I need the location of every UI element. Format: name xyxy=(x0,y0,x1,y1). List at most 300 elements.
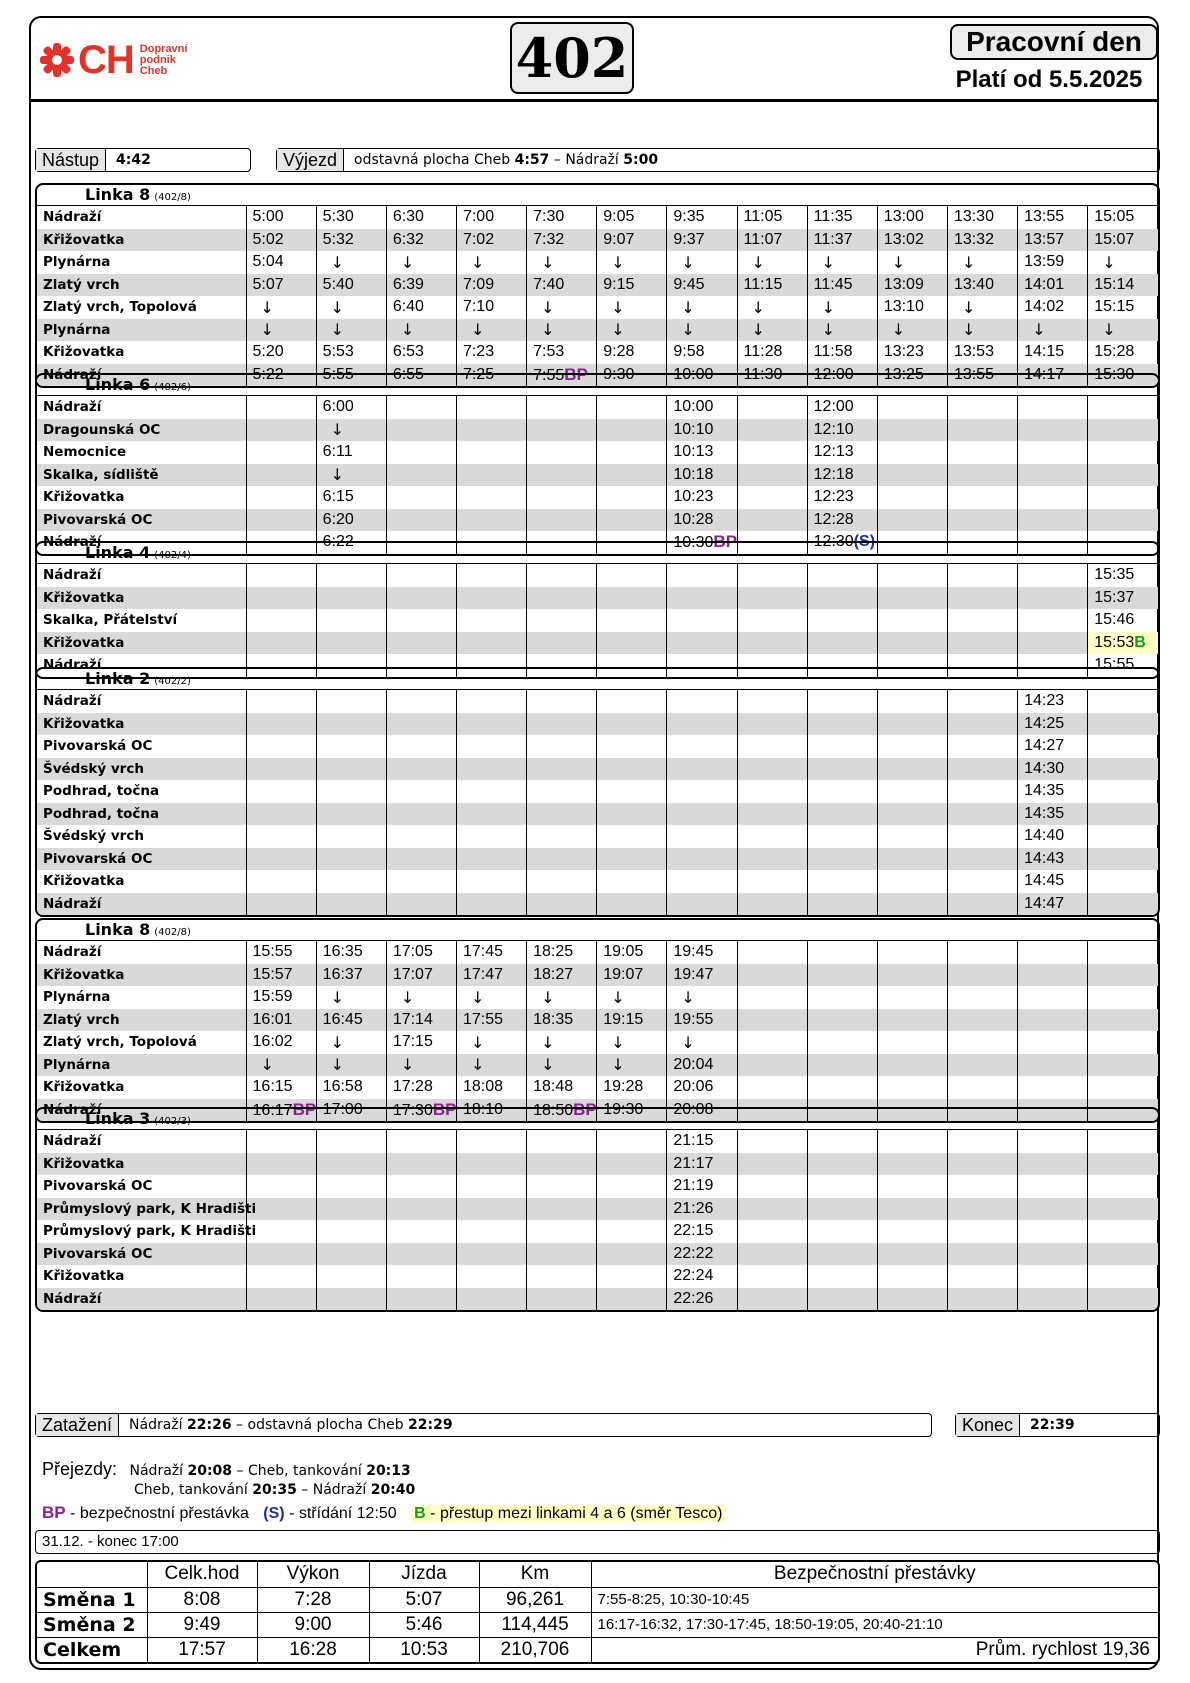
time-cell: ↓ xyxy=(527,251,597,274)
marker-bp: BP xyxy=(564,364,588,384)
time-cell: ↓ xyxy=(667,296,737,319)
time-cell xyxy=(947,986,1017,1009)
time-cell xyxy=(597,713,667,736)
table-row xyxy=(37,941,1158,964)
time-cell xyxy=(947,609,1017,632)
time-cell xyxy=(597,780,667,803)
time-cell xyxy=(877,780,947,803)
time-cell xyxy=(456,825,526,848)
time-cell: 21:17 xyxy=(667,1153,737,1176)
time-cell: 11:15 xyxy=(737,274,807,297)
time-cell xyxy=(737,870,807,893)
table-row xyxy=(37,1054,1158,1077)
marker-bp: BP xyxy=(432,1099,457,1119)
time-cell xyxy=(316,803,386,826)
time-cell: 17:45 xyxy=(456,941,526,964)
time-cell xyxy=(877,396,947,419)
time-cell: 13:09 xyxy=(877,274,947,297)
time-cell: ↓ xyxy=(456,319,526,342)
time-cell xyxy=(527,1198,597,1221)
time-cell: ↓ xyxy=(947,296,1017,319)
time-cell: ↓ xyxy=(456,251,526,274)
summary-row: Celkem 17:57 16:28 10:53 210,706 Prům. rychlost 19,36 xyxy=(37,1637,1158,1662)
time-cell xyxy=(597,1243,667,1266)
time-cell xyxy=(1088,509,1158,532)
time-cell xyxy=(1088,870,1158,893)
time-cell: 18:48 xyxy=(527,1076,597,1099)
time-cell: 14:30 xyxy=(1018,758,1088,781)
time-cell xyxy=(877,825,947,848)
zatazeni-route: Nádraží 22:26 – odstavná plocha Cheb 22:29 xyxy=(129,1417,453,1433)
time-cell xyxy=(456,803,526,826)
time-cell xyxy=(947,1243,1017,1266)
time-cell xyxy=(947,1153,1017,1176)
time-cell: ↓ xyxy=(877,319,947,342)
time-cell: 14:40 xyxy=(1018,825,1088,848)
time-cell: 15:05 xyxy=(1088,206,1158,229)
time-cell xyxy=(386,1175,456,1198)
block-title: Linka 4 (402/4) xyxy=(37,543,1158,564)
time-cell xyxy=(667,713,737,736)
note: 31.12. - konec 17:00 xyxy=(35,1530,1160,1554)
time-cell: 10:13 xyxy=(667,441,737,464)
time-cell: 17:55 xyxy=(456,1009,526,1032)
stop-name: Pivovarská OC xyxy=(43,738,153,755)
time-cell: ↓ xyxy=(947,319,1017,342)
time-cell xyxy=(386,690,456,713)
table-row xyxy=(37,609,1158,632)
time-cell xyxy=(246,758,316,781)
time-cell xyxy=(737,1009,807,1032)
time-cell: ↓ xyxy=(597,319,667,342)
time-cell xyxy=(947,713,1017,736)
time-cell xyxy=(807,632,877,655)
time-cell: 22:22 xyxy=(667,1243,737,1266)
time-cell xyxy=(807,609,877,632)
time-cell xyxy=(667,609,737,632)
time-cell xyxy=(807,1243,877,1266)
time-cell: 6:15 xyxy=(316,486,386,509)
time-cell xyxy=(597,1198,667,1221)
time-cell: ↓ xyxy=(737,319,807,342)
nastup-time: 4:42 xyxy=(116,152,151,168)
time-cell: 17:00 xyxy=(316,1099,386,1122)
time-cell: 14:01 xyxy=(1018,274,1088,297)
table-row xyxy=(37,229,1158,252)
marker-bp: BP xyxy=(292,1099,317,1119)
time-cell: 5:22 xyxy=(246,364,316,387)
time-cell xyxy=(807,758,877,781)
time-cell xyxy=(1018,564,1088,587)
time-cell xyxy=(456,870,526,893)
stop-name: Nádraží xyxy=(43,399,102,416)
time-cell xyxy=(386,509,456,532)
time-cell: 19:28 xyxy=(597,1076,667,1099)
time-cell: 13:00 xyxy=(877,206,947,229)
time-cell xyxy=(1018,1130,1088,1153)
time-cell xyxy=(456,1198,526,1221)
time-cell: 13:57 xyxy=(1018,229,1088,252)
time-cell: ↓ xyxy=(527,1031,597,1054)
time-cell xyxy=(737,1243,807,1266)
time-cell xyxy=(1088,419,1158,442)
time-cell xyxy=(456,713,526,736)
time-cell xyxy=(1088,1220,1158,1243)
summary-row: Směna 1 8:08 7:28 5:07 96,261 7:55-8:25, 10:30-10:45 xyxy=(37,1587,1158,1612)
time-cell xyxy=(947,509,1017,532)
time-cell: ↓ xyxy=(1018,319,1088,342)
stop-name: Podhrad, točna xyxy=(37,803,246,826)
logo-cross-icon xyxy=(40,43,74,77)
time-cell xyxy=(597,1220,667,1243)
time-cell xyxy=(877,713,947,736)
time-cell: ↓ xyxy=(527,319,597,342)
block-4 xyxy=(35,918,1160,1123)
summary-row: Směna 2 9:49 9:00 5:46 114,445 16:17-16:32, 17:30-17:45, 18:50-19:05, 20:40-21:10 xyxy=(37,1612,1158,1637)
time-cell xyxy=(807,780,877,803)
time-cell xyxy=(947,735,1017,758)
time-cell: 6:55 xyxy=(386,364,456,387)
time-cell xyxy=(947,1198,1017,1221)
time-cell xyxy=(246,1243,316,1266)
time-cell xyxy=(386,587,456,610)
time-cell xyxy=(737,893,807,916)
time-cell xyxy=(1018,1198,1088,1221)
time-cell xyxy=(1018,1031,1088,1054)
time-cell xyxy=(947,848,1017,871)
prejezdy-line-2: Cheb, tankování 20:35 – Nádraží 20:40 xyxy=(134,1482,416,1498)
time-cell xyxy=(737,564,807,587)
time-cell xyxy=(737,848,807,871)
time-cell xyxy=(667,690,737,713)
time-cell xyxy=(1018,609,1088,632)
time-cell: 18:25 xyxy=(527,941,597,964)
time-cell xyxy=(737,486,807,509)
time-cell: ↓ xyxy=(1088,251,1158,274)
time-cell: 12:30(S) xyxy=(807,531,877,554)
time-cell xyxy=(1088,1054,1158,1077)
time-cell xyxy=(527,419,597,442)
time-cell xyxy=(947,1288,1017,1311)
table-row xyxy=(37,486,1158,509)
time-cell xyxy=(456,1175,526,1198)
time-cell xyxy=(1018,464,1088,487)
time-cell xyxy=(597,441,667,464)
time-cell: 22:26 xyxy=(667,1288,737,1311)
konec-box xyxy=(955,1413,1160,1437)
time-cell xyxy=(246,825,316,848)
time-cell xyxy=(597,893,667,916)
time-cell: 7:09 xyxy=(456,274,526,297)
time-cell xyxy=(1018,441,1088,464)
time-cell xyxy=(1088,941,1158,964)
time-cell xyxy=(597,870,667,893)
time-cell xyxy=(527,870,597,893)
time-cell: 5:55 xyxy=(316,364,386,387)
time-cell: 7:25 xyxy=(456,364,526,387)
time-cell xyxy=(527,780,597,803)
time-cell xyxy=(386,870,456,893)
nastup-label: Nástup xyxy=(36,149,106,171)
time-cell xyxy=(1018,509,1088,532)
time-cell xyxy=(246,1198,316,1221)
time-cell: ↓ xyxy=(667,986,737,1009)
stop-name: Nádraží xyxy=(43,1133,102,1150)
time-cell: 15:57 xyxy=(246,964,316,987)
time-cell: 6:32 xyxy=(386,229,456,252)
time-cell xyxy=(807,893,877,916)
time-cell xyxy=(1088,1031,1158,1054)
time-cell xyxy=(1088,1153,1158,1176)
time-cell xyxy=(1088,1175,1158,1198)
time-cell xyxy=(877,803,947,826)
marker-bp: BP xyxy=(713,532,738,552)
stop-name: Křižovatka xyxy=(37,1153,246,1176)
time-cell xyxy=(877,893,947,916)
time-cell xyxy=(597,690,667,713)
time-cell: 16:45 xyxy=(316,1009,386,1032)
time-cell xyxy=(527,587,597,610)
time-cell: 19:07 xyxy=(597,964,667,987)
time-cell: 9:30 xyxy=(597,364,667,387)
time-cell xyxy=(527,464,597,487)
time-cell: 11:05 xyxy=(737,206,807,229)
time-cell xyxy=(877,1130,947,1153)
time-cell: ↓ xyxy=(527,296,597,319)
stop-name: Křižovatka xyxy=(37,587,246,610)
time-cell: 18:35 xyxy=(527,1009,597,1032)
table-row xyxy=(37,803,1158,826)
time-cell xyxy=(386,848,456,871)
time-cell xyxy=(456,564,526,587)
stop-name: Švédský vrch xyxy=(37,758,246,781)
time-cell: 13:02 xyxy=(877,229,947,252)
time-cell xyxy=(947,1130,1017,1153)
time-cell xyxy=(1018,1009,1088,1032)
time-cell xyxy=(1088,1009,1158,1032)
time-cell: 5:07 xyxy=(246,274,316,297)
time-cell xyxy=(456,1243,526,1266)
time-cell: 13:25 xyxy=(877,364,947,387)
block-1 xyxy=(35,373,1160,556)
time-cell xyxy=(667,893,737,916)
table-row xyxy=(37,848,1158,871)
time-cell xyxy=(877,1288,947,1311)
valid-from: Platí od 5.5.2025 xyxy=(955,66,1143,93)
time-cell xyxy=(316,893,386,916)
time-cell xyxy=(597,486,667,509)
time-cell xyxy=(807,690,877,713)
time-cell: 12:10 xyxy=(807,419,877,442)
time-cell: 16:35 xyxy=(316,941,386,964)
time-cell xyxy=(947,964,1017,987)
time-cell: 6:40 xyxy=(386,296,456,319)
time-cell: 14:43 xyxy=(1018,848,1088,871)
block-3 xyxy=(35,667,1160,917)
time-cell xyxy=(737,1265,807,1288)
time-cell xyxy=(877,1009,947,1032)
time-cell xyxy=(246,893,316,916)
time-cell xyxy=(1088,964,1158,987)
time-cell xyxy=(737,1198,807,1221)
time-cell: 13:10 xyxy=(877,296,947,319)
time-cell: 16:37 xyxy=(316,964,386,987)
time-cell: 16:15 xyxy=(246,1076,316,1099)
time-cell xyxy=(527,509,597,532)
time-cell xyxy=(807,1175,877,1198)
time-cell xyxy=(597,1175,667,1198)
time-cell: ↓ xyxy=(1088,319,1158,342)
time-cell: 5:20 xyxy=(246,341,316,364)
time-cell xyxy=(386,419,456,442)
time-cell xyxy=(947,632,1017,655)
time-cell xyxy=(807,1153,877,1176)
time-cell xyxy=(877,441,947,464)
time-cell xyxy=(597,758,667,781)
time-cell: 5:30 xyxy=(316,206,386,229)
time-cell xyxy=(386,609,456,632)
time-cell: 6:39 xyxy=(386,274,456,297)
time-cell xyxy=(877,609,947,632)
time-cell xyxy=(316,1130,386,1153)
time-cell: 12:23 xyxy=(807,486,877,509)
time-cell xyxy=(316,1220,386,1243)
time-cell: 9:07 xyxy=(597,229,667,252)
time-cell: 18:08 xyxy=(456,1076,526,1099)
time-cell: ↓ xyxy=(386,1054,456,1077)
time-cell xyxy=(877,486,947,509)
time-cell xyxy=(807,1198,877,1221)
time-cell: 10:30BP xyxy=(667,531,737,554)
time-cell xyxy=(667,632,737,655)
time-cell xyxy=(737,1175,807,1198)
time-cell: 17:30BP xyxy=(386,1099,456,1122)
time-cell xyxy=(877,464,947,487)
time-cell xyxy=(527,690,597,713)
time-cell: 18:27 xyxy=(527,964,597,987)
legend-bp-code: BP xyxy=(42,1503,66,1522)
time-cell: ↓ xyxy=(597,296,667,319)
time-cell: 5:04 xyxy=(246,251,316,274)
time-cell xyxy=(1018,1243,1088,1266)
time-cell: 21:15 xyxy=(667,1130,737,1153)
time-cell: 9:58 xyxy=(667,341,737,364)
time-cell xyxy=(456,464,526,487)
time-cell: 15:15 xyxy=(1088,296,1158,319)
time-cell xyxy=(1088,986,1158,1009)
table-row xyxy=(37,419,1158,442)
time-cell xyxy=(737,1220,807,1243)
time-cell: 12:18 xyxy=(807,464,877,487)
legend-b-code: B xyxy=(414,1505,426,1522)
stop-name: Křižovatka xyxy=(37,964,246,987)
time-cell: 14:35 xyxy=(1018,780,1088,803)
time-cell xyxy=(877,1153,947,1176)
time-cell: ↓ xyxy=(316,419,386,442)
time-cell xyxy=(1018,486,1088,509)
time-cell xyxy=(737,632,807,655)
stop-name: Nemocnice xyxy=(43,444,127,461)
time-cell xyxy=(456,609,526,632)
time-cell xyxy=(877,1175,947,1198)
time-cell xyxy=(316,690,386,713)
table-row xyxy=(37,296,1158,319)
konec-label: Konec xyxy=(956,1414,1020,1436)
time-cell xyxy=(737,803,807,826)
time-cell xyxy=(877,1076,947,1099)
time-cell xyxy=(1088,848,1158,871)
logo-mark: CH xyxy=(78,37,134,82)
stop-name: Pivovarská OC xyxy=(37,509,246,532)
time-cell: 17:15 xyxy=(386,1031,456,1054)
time-cell xyxy=(807,964,877,987)
stop-name: Pivovarská OC xyxy=(37,848,246,871)
zatazeni-box xyxy=(35,1413,932,1437)
time-cell xyxy=(1088,1288,1158,1311)
time-cell xyxy=(667,735,737,758)
time-cell xyxy=(877,1031,947,1054)
time-cell xyxy=(316,587,386,610)
time-cell xyxy=(737,1288,807,1311)
stop-name: Plynárna xyxy=(43,989,111,1006)
time-cell: 16:02 xyxy=(246,1031,316,1054)
time-cell: 14:25 xyxy=(1018,713,1088,736)
time-cell xyxy=(947,1009,1017,1032)
table-row xyxy=(37,1243,1158,1266)
marker-b: B xyxy=(1134,633,1146,651)
time-cell xyxy=(737,735,807,758)
table-row xyxy=(37,206,1158,229)
prejezdy-label: Přejezdy: xyxy=(42,1459,118,1479)
time-cell xyxy=(737,825,807,848)
time-cell xyxy=(527,713,597,736)
time-cell xyxy=(877,1198,947,1221)
stop-name: Nádraží xyxy=(43,693,102,710)
time-cell: 14:27 xyxy=(1018,735,1088,758)
table-row xyxy=(37,1175,1158,1198)
time-cell: ↓ xyxy=(456,986,526,1009)
time-cell xyxy=(807,1288,877,1311)
time-cell xyxy=(386,1288,456,1311)
time-cell xyxy=(877,735,947,758)
marker-s: (S) xyxy=(853,533,876,551)
time-cell: 20:04 xyxy=(667,1054,737,1077)
block-0 xyxy=(35,183,1160,388)
time-cell xyxy=(456,1130,526,1153)
time-cell xyxy=(737,441,807,464)
time-cell: ↓ xyxy=(947,251,1017,274)
time-cell xyxy=(807,1220,877,1243)
time-cell xyxy=(597,1130,667,1153)
time-cell xyxy=(1018,1054,1088,1077)
stop-name: Křižovatka xyxy=(43,1079,125,1096)
time-cell: 16:17BP xyxy=(246,1099,316,1122)
time-cell: 13:40 xyxy=(947,274,1017,297)
time-cell xyxy=(456,441,526,464)
time-cell xyxy=(807,1130,877,1153)
day-type: Pracovní den xyxy=(950,24,1158,60)
time-cell: 13:59 xyxy=(1018,251,1088,274)
time-cell xyxy=(877,848,947,871)
time-cell: ↓ xyxy=(527,1054,597,1077)
vyjezd-label: Výjezd xyxy=(277,149,344,171)
header-divider xyxy=(29,99,1159,102)
time-cell xyxy=(316,1243,386,1266)
table-row xyxy=(37,251,1158,274)
time-cell: 12:13 xyxy=(807,441,877,464)
time-cell: 11:07 xyxy=(737,229,807,252)
time-cell xyxy=(877,986,947,1009)
